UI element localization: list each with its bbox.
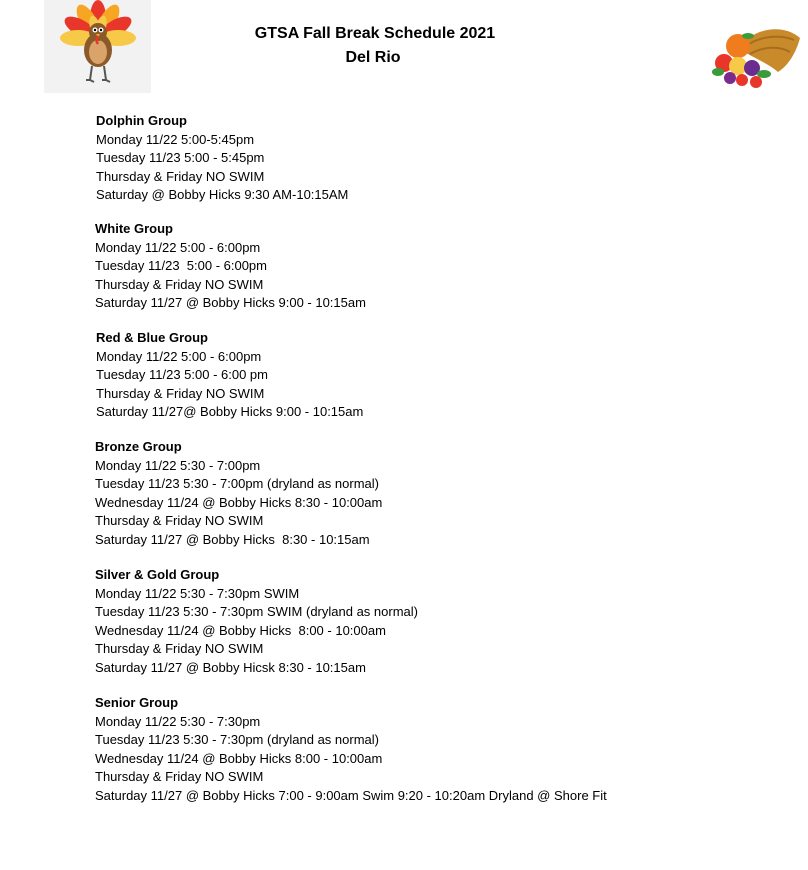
schedule-line: Tuesday 11/23 5:30 - 7:30pm SWIM (dryland as normal) — [95, 604, 418, 619]
schedule-line: Tuesday 11/23 5:00 - 5:45pm — [96, 150, 265, 165]
silver-gold-group-section — [95, 566, 418, 677]
schedule-line: Monday 11/22 5:00 - 6:00pm — [95, 239, 261, 255]
group-heading: Senior Group — [95, 695, 179, 710]
schedule-line: Tuesday 11/23 5:00 - 6:00 pm — [96, 367, 268, 382]
schedule-line: Wednesday 11/24 @ Bobby Hicks 8:30 - 10:00am — [95, 494, 383, 510]
schedule-line: Thursday & Friday NO SWIM — [95, 513, 264, 528]
schedule-line: Thursday & Friday NO SWIM — [96, 168, 265, 184]
schedule-line: Saturday 11/27 @ Bobby Hicsk 8:30 - 10:15am — [95, 659, 366, 675]
page-subtitle: Del Rio — [345, 49, 401, 66]
turkey-illustration-icon — [44, 0, 151, 93]
schedule-line: Thursday & Friday NO SWIM — [95, 641, 264, 656]
schedule-line: Thursday & Friday NO SWIM — [96, 385, 265, 401]
schedule-line: Saturday 11/27@ Bobby Hicks 9:00 - 10:15am — [96, 404, 364, 419]
red-blue-group-section — [96, 329, 363, 422]
group-heading: White Group — [95, 221, 173, 236]
schedule-line: Saturday @ Bobby Hicks 9:30 AM-10:15AM — [96, 187, 349, 202]
group-heading: Bronze Group — [95, 439, 182, 454]
schedule-line: Thursday & Friday NO SWIM — [95, 276, 264, 292]
group-heading: Silver & Gold Group — [95, 567, 220, 582]
schedule-line: Wednesday 11/24 @ Bobby Hicks 8:00 - 10:00am — [95, 622, 386, 638]
dolphin-group-section — [96, 112, 348, 205]
group-heading: Red & Blue Group — [96, 330, 208, 345]
schedule-line: Tuesday 11/23 5:30 - 7:00pm (dryland as normal) — [95, 476, 379, 491]
schedule-line: Monday 11/22 5:30 - 7:30pm SWIM — [95, 585, 300, 601]
schedule-line: Monday 11/22 5:30 - 7:00pm — [95, 457, 261, 473]
schedule-line: Tuesday 11/23 5:00 - 6:00pm — [95, 258, 267, 273]
schedule-line: Tuesday 11/23 5:30 - 7:30pm (dryland as normal) — [95, 732, 379, 747]
schedule-line: Saturday 11/27 @ Bobby Hicks 8:30 - 10:15am — [95, 531, 370, 547]
schedule-line: Saturday 11/27 @ Bobby Hicks 7:00 - 9:00am Swim 9:20 - 10:20am Dryland @ Shore Fit — [95, 787, 607, 803]
schedule-line: Wednesday 11/24 @ Bobby Hicks 8:00 - 10:00am — [95, 750, 383, 766]
cornucopia-illustration-icon — [708, 8, 804, 98]
white-group-section — [95, 220, 366, 313]
bronze-group-section — [95, 438, 382, 549]
group-heading: Dolphin Group — [96, 113, 187, 128]
schedule-line: Saturday 11/27 @ Bobby Hicks 9:00 - 10:15am — [95, 295, 366, 310]
page-title: GTSA Fall Break Schedule 2021 — [254, 25, 496, 42]
schedule-line: Monday 11/22 5:30 - 7:30pm — [95, 713, 261, 729]
schedule-line: Thursday & Friday NO SWIM — [95, 769, 264, 784]
schedule-line: Monday 11/22 5:00 - 6:00pm — [96, 348, 262, 364]
senior-group-section — [95, 694, 607, 805]
schedule-line: Monday 11/22 5:00-5:45pm — [96, 131, 255, 147]
